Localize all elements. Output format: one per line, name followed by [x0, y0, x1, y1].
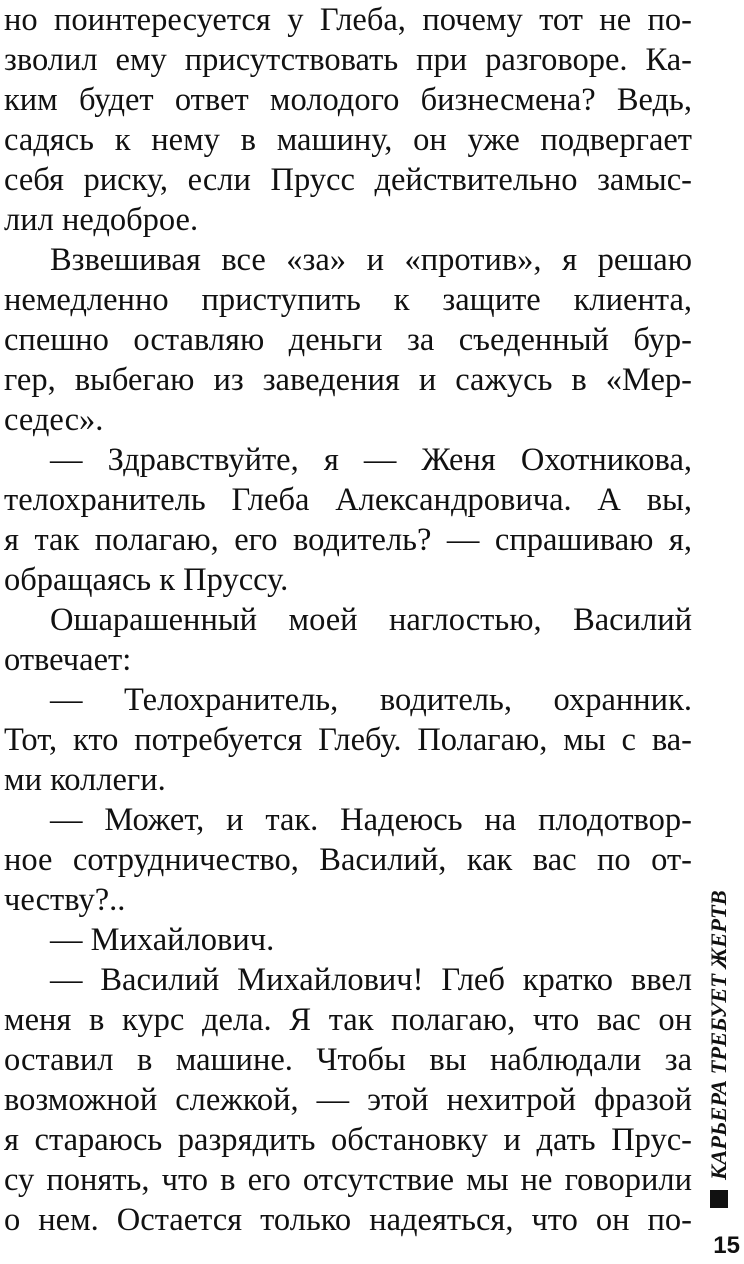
square-marker-icon	[710, 1190, 728, 1208]
text-line: — Василий Михайлович! Глеб кратко ввел	[50, 962, 692, 998]
text-line: гер, выбегаю из заведения и сажусь в «Мер-	[4, 362, 692, 398]
text-line: честву?..	[4, 882, 126, 918]
text-line: меня в курс дела. Я так полагаю, что вас он	[4, 1002, 692, 1038]
text-line: ким будет ответ молодого бизнесмена? Ведь,	[4, 82, 692, 118]
text-line: — Михайлович.	[50, 922, 275, 958]
text-line: оставил в машине. Чтобы вы наблюдали за	[4, 1042, 692, 1078]
text-line: садясь к нему в машину, он уже подвергает	[4, 122, 692, 158]
running-title: КАРЬЕРА ТРЕБУЕТ ЖЕРТВ	[706, 890, 731, 1180]
text-line: ми коллеги.	[4, 762, 166, 798]
text-line: спешно оставляю деньги за съеденный бур-	[4, 322, 692, 358]
text-line: Тот, кто потребуется Глебу. Полагаю, мы с ва-	[4, 722, 692, 758]
text-line: — Может, и так. Надеюсь на плодотвор-	[50, 802, 692, 838]
text-line: лил недоброе.	[4, 202, 199, 238]
text-line: — Телохранитель, водитель, охранник.	[50, 682, 692, 718]
text-line: немедленно приступить к защите клиента,	[4, 282, 692, 318]
text-line: Взвешивая все «за» и «против», я решаю	[50, 242, 692, 278]
text-line: телохранитель Глеба Александровича. А вы,	[4, 482, 692, 518]
text-line: о нем. Остается только надеяться, что он по-	[4, 1202, 692, 1238]
text-line: — Здравствуйте, я — Женя Охотникова,	[50, 442, 692, 478]
text-line: отвечает:	[4, 642, 132, 678]
page-number: 15	[713, 1232, 740, 1259]
text-line: я так полагаю, его водитель? — спрашиваю я,	[4, 522, 692, 558]
text-line: я стараюсь разрядить обстановку и дать Прус-	[4, 1122, 692, 1158]
text-line: себя риску, если Прусс действительно замыс-	[4, 162, 692, 198]
text-line: обращаясь к Пруссу.	[4, 562, 289, 598]
text-line: возможной слежкой, — этой нехитрой фразой	[4, 1082, 692, 1118]
text-line: Ошарашенный моей наглостью, Василий	[50, 602, 692, 638]
text-line: зволил ему присутствовать при разговоре. Ка-	[4, 42, 692, 78]
text-line: ное сотрудничество, Василий, как вас по от-	[4, 842, 692, 878]
text-line: су понять, что в его отсутствие мы не говорили	[4, 1162, 692, 1198]
text-line: но поинтересуется у Глеба, почему тот не по-	[4, 2, 692, 38]
text-line: седес».	[4, 402, 104, 438]
